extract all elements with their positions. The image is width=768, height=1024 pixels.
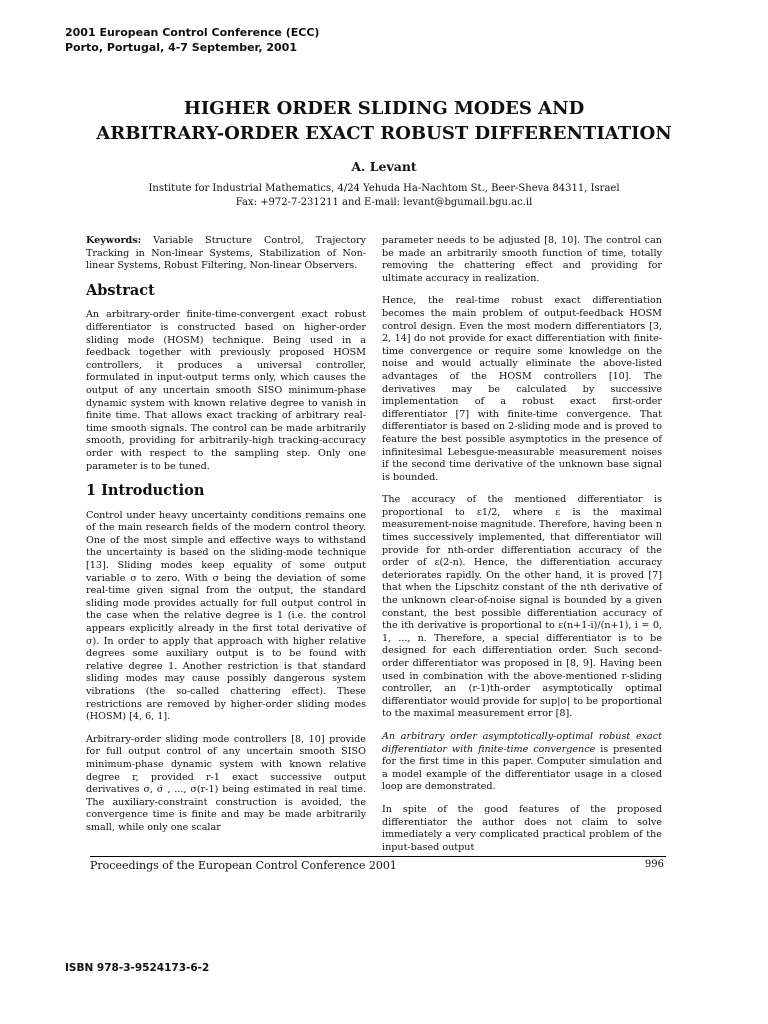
- proceedings-label: Proceedings of the European Control Conference 2001: [90, 859, 397, 872]
- intro-paragraph-6: [382, 731, 662, 794]
- left-column: [86, 235, 366, 845]
- intro-paragraph-7: In spite of the good features of the proposed differentiator the author does not claim to solve immediately a very complicated practical problem of the input-based output: [382, 803, 662, 853]
- contribution-rest: is presented for the first time in this paper. Computer simulation and a model example of the differentiator usage in a closed loop are demonstrated.: [382, 743, 662, 793]
- intro-paragraph-1: Control under heavy uncertainty conditions remains one of the main research fields of the modern control theory. One of the most simple and effective ways to withstand the uncertainty is based on the sliding-mode technique [13]. Sliding modes keep equality of some output variable σ to zero. With σ being the deviation of some real-time given signal from the output, the standard sliding mode provides actually for full output control in the case when the relative degree is 1 (i.e. the control appears explicitly already in the first total derivative of σ). In order to apply that approach with higher relative degrees some auxiliary output is to be found with relative degree 1. Another restriction is that standard sliding modes may cause possibly dangerous system vibrations (the so-called chattering effect). These restrictions are removed by higher-order sliding modes (HOSM) [4, 6, 1].: [86, 509, 366, 723]
- title-line-2: ARBITRARY-ORDER EXACT ROBUST DIFFERENTIATION: [96, 123, 672, 144]
- page-number: 996: [644, 859, 664, 870]
- intro-paragraph-2: Arbitrary-order sliding mode controllers [8, 10] provide for full output control of any uncertain smooth SISO minimum-phase dynamic system with known relative degree r, provided r-1 exact successive output derivatives σ, σ̇ , ..., σ(r-1) being estimated in real time. The auxiliary-constraint construction is avoided, the convergence time is finite and may be made arbitrarily small, while only one scalar: [86, 733, 366, 833]
- conference-location: Porto, Portugal, 4-7 September, 2001: [65, 41, 297, 54]
- title-line-1: HIGHER ORDER SLIDING MODES AND: [183, 98, 585, 119]
- intro-paragraph-4: Hence, the real-time robust exact differentiation becomes the main problem of output-feedback HOSM control design. Even the most modern differentiators [3, 2, 14] do not provide for exact differentiation with finite-time convergence or require some knowledge on the noise and would actually eliminate the above-listed advantages of the HOSM controllers [10]. The derivatives may be calculated by successive implementation of a robust exact first-order differentiator [7] with finite-time convergence. That differentiator is based on 2-sliding mode and is proved to feature the best possible asymptotics in the presence of infinitesimal Lebesgue-measurable measurement noises if the second time derivative of the unknown base signal is bounded.: [382, 295, 662, 483]
- keywords-text: Variable Structure Control, Trajectory Tracking in Non-linear Systems, Stabilization of Non-linear Systems, Robust Filtering, Non-linear Observers.: [86, 235, 366, 272]
- conference-header: [65, 25, 319, 55]
- intro-paragraph-5: The accuracy of the mentioned differentiator is proportional to ε1/2, where ε is the maximal measurement-noise magnitude. Therefore, having been n times successively implemented, that differentiator will provide for nth-order differentiation accuracy of the order of ε(2-n). Hence, the differentiation accuracy deteriorates rapidly. On the other hand, it is proved [7] that when the Lipschitz constant of the nth derivative of the unknown clear-of-noise signal is bounded by a given constant, the best possible differentiation accuracy of the ith derivative is proportional to ε(n+1-i)/(n+1), i = 0, 1, ..., n. Therefore, a special differentiator is to be designed for each differentiation order. Such second-order differentiator was proposed in [8, 9]. Having been used in combination with the above-mentioned r-sliding controller, an (r-1)th-order asymptotically optimal differentiator would provide for sup|σ| to be proportional to the maximal measurement error [8].: [382, 494, 662, 720]
- keywords-label: Keywords:: [86, 235, 142, 246]
- contribution-statement: An arbitrary order asymptotically-optimal robust exact differentiator with finite-time convergence: [382, 730, 662, 755]
- affiliation: Institute for Industrial Mathematics, 4/24 Yehuda Ha-Nachtom St., Beer-Sheva 84311, Israel: [148, 183, 620, 194]
- right-column: [382, 235, 662, 864]
- author-name: A. Levant: [351, 159, 417, 174]
- keywords-paragraph: [86, 235, 366, 273]
- author-affiliation-block: [40, 182, 728, 210]
- contact-info: Fax: +972-7-231211 and E-mail: levant@bgumail.bgu.ac.il: [235, 197, 533, 208]
- abstract-heading: Abstract: [86, 281, 155, 299]
- page-footer: [90, 856, 666, 872]
- intro-paragraph-3: parameter needs to be adjusted [8, 10]. The control can be made an arbitrarily smooth function of time, totally removing the chattering effect and providing for ultimate accuracy in realization.: [382, 235, 662, 284]
- abstract-text: An arbitrary-order finite-time-convergent exact robust differentiator is constructed based on higher-order sliding mode (HOSM) technique. Being used in a feedback together with previously proposed HOSM controllers, it produces a universal controller, formulated in input-output terms only, which causes the output of any uncertain smooth SISO minimum-phase dynamic system with known relative degree to vanish in finite time. That allows exact tracking of arbitrary real-time smooth signals. The control can be made arbitrarily smooth, providing for arbitrarily-high tracking-accuracy order with respect to the sampling step. Only one parameter is to be tuned.: [86, 309, 366, 472]
- conference-name: 2001 European Control Conference (ECC): [65, 26, 320, 39]
- isbn-label: ISBN 978-3-9524173-6-2: [65, 962, 210, 974]
- paper-title: [40, 96, 728, 146]
- introduction-heading: 1 Introduction: [86, 482, 205, 500]
